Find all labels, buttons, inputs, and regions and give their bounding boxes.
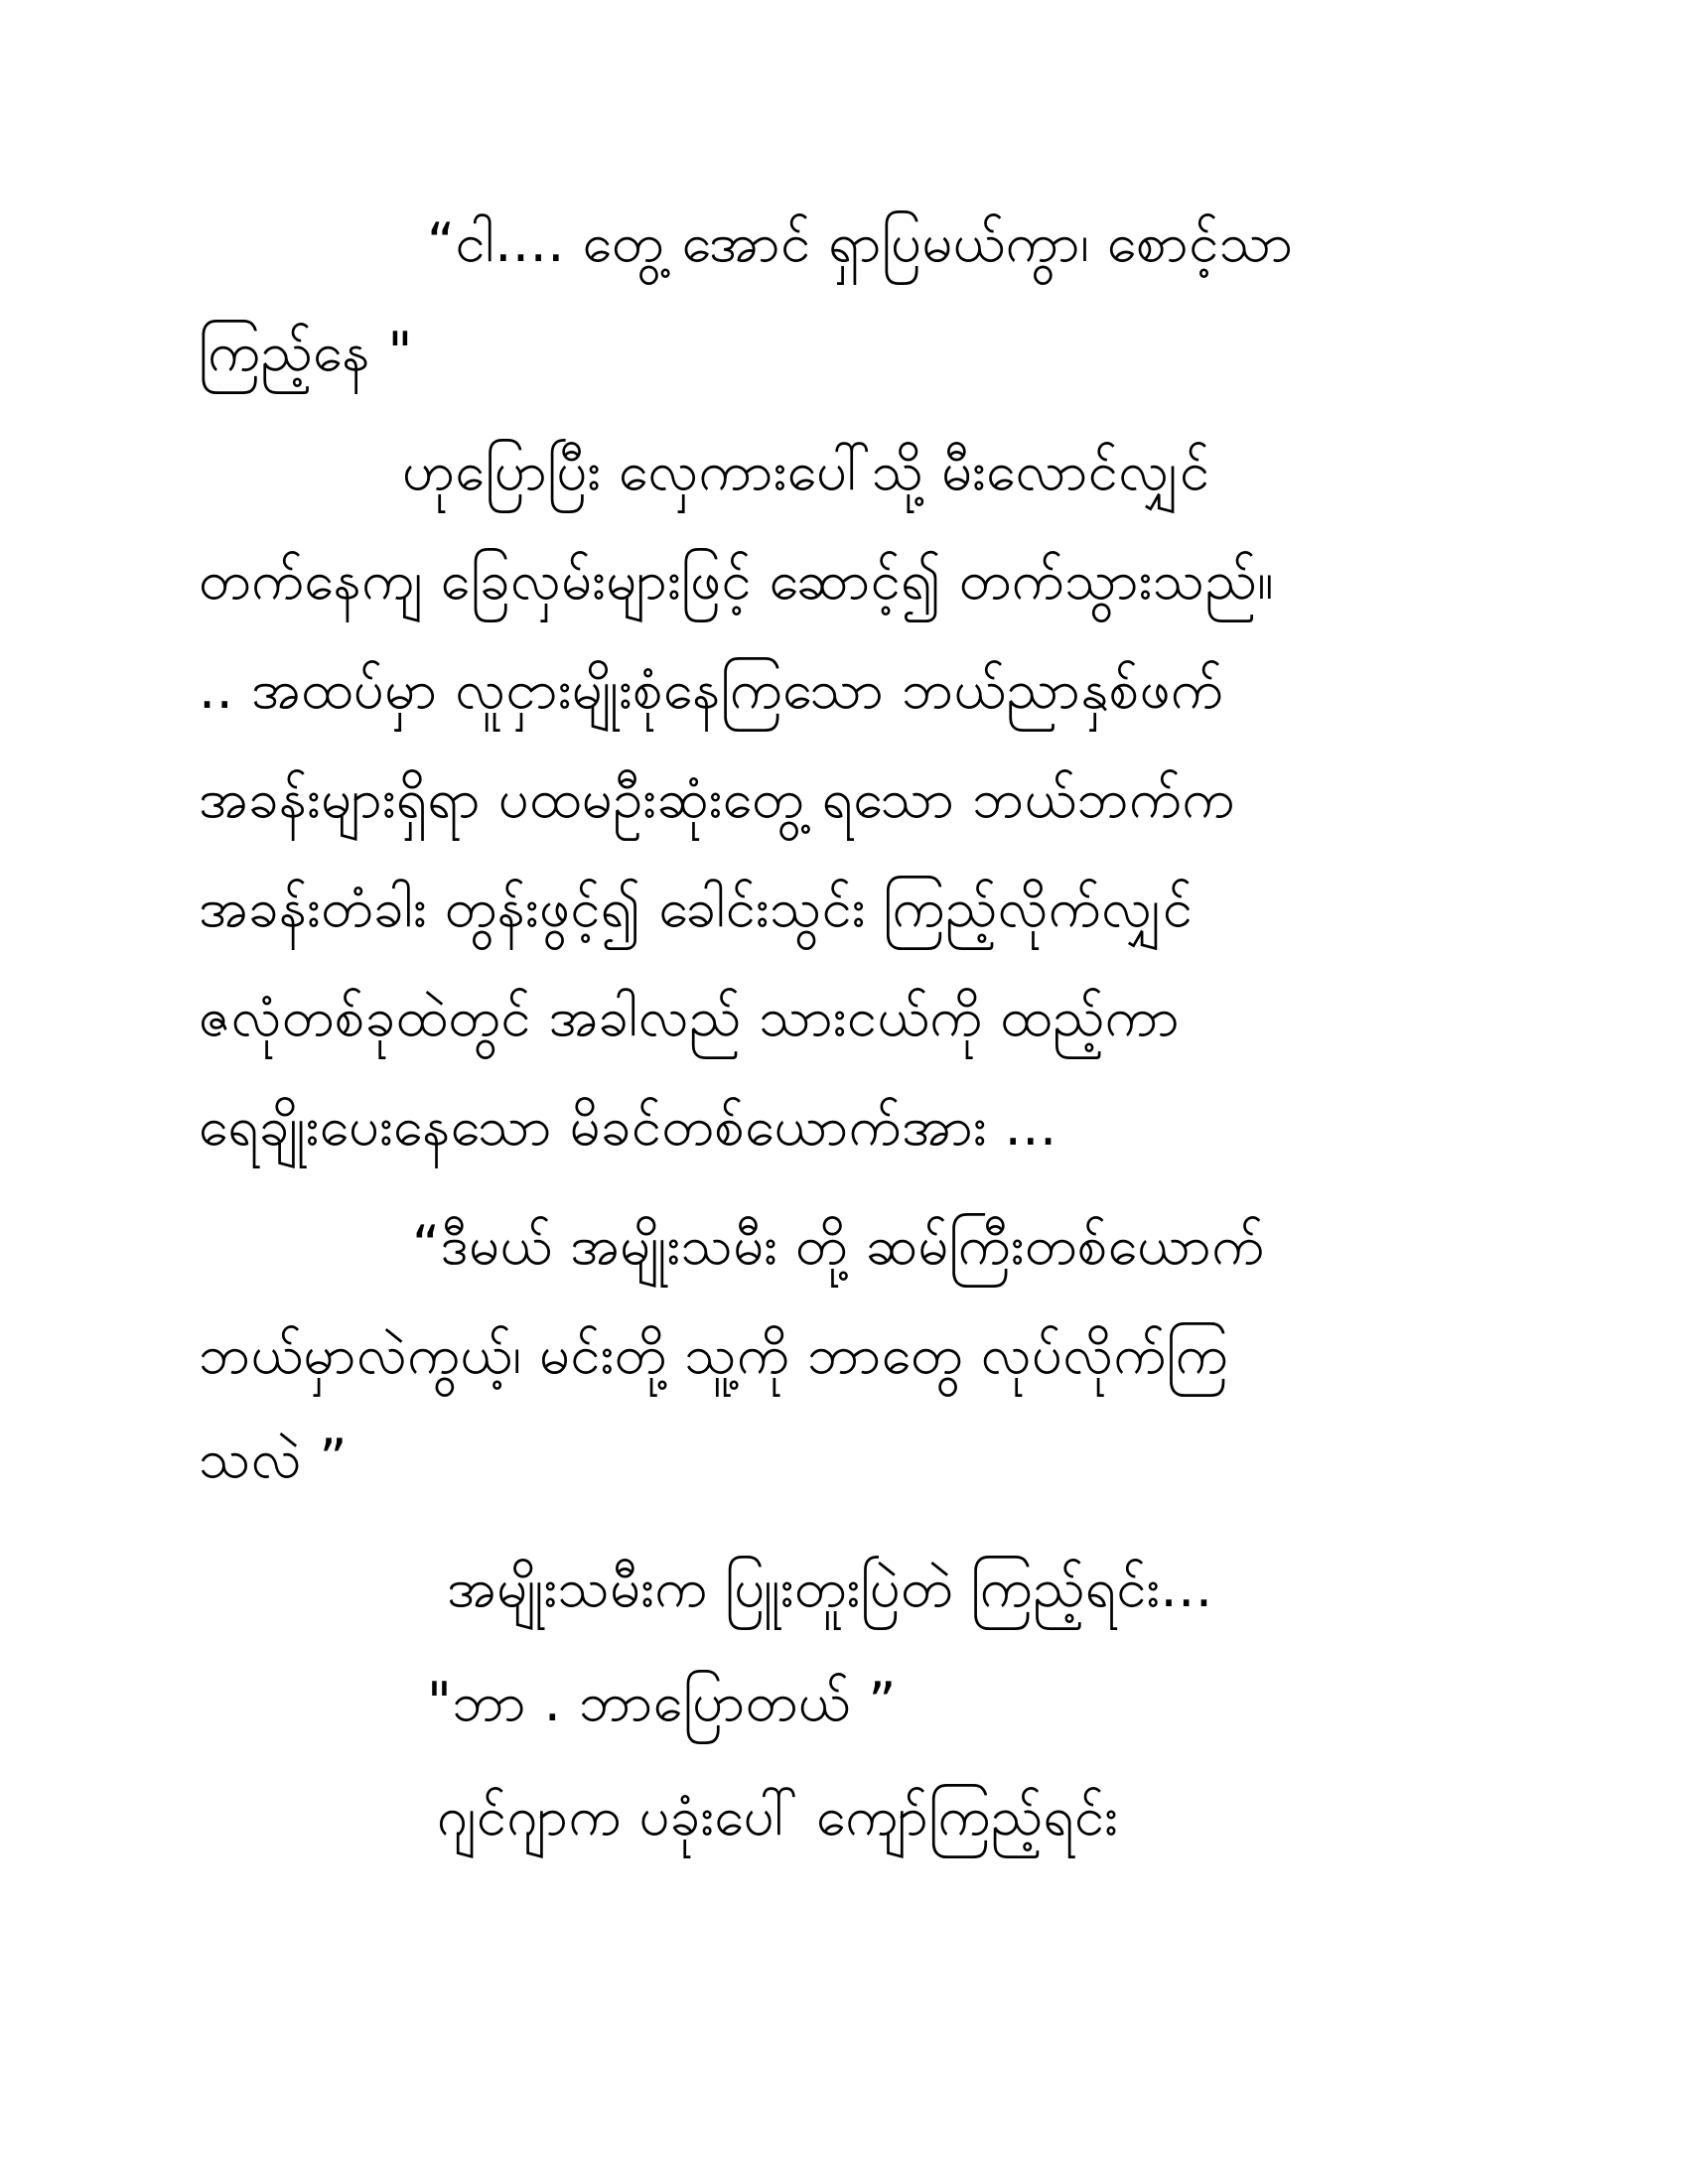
text-line-7: အခန်းတံခါး တွန်းဖွင့်၍ ခေါင်းသွင်း ကြည့်လိုက်လျှင် <box>199 877 1194 939</box>
text-line-4: တက်နေကျ ခြေလှမ်းများဖြင့် ဆောင့်၍ တက်သွားသည်။ <box>199 549 1275 612</box>
text-line-9: ရေချိုးပေးနေသော မိခင်တစ်ယောက်အား ... <box>199 1095 1057 1158</box>
text-line-5: .. အထပ်မှာ လူငှားမျိုးစုံနေကြသော ဘယ်ညာနှစ်ဖက် <box>199 658 1224 721</box>
text-line-1: “ငါ.... တွေ့ အောင် ရှာပြမယ်ကွာ၊ စောင့်သာ <box>427 211 1294 274</box>
text-line-2: ကြည့်နေ " <box>199 321 413 383</box>
text-line-12: သလဲ ” <box>199 1428 348 1490</box>
text-line-3: ဟုပြောပြီး လှေကားပေါ်သို့ မီးလောင်လျှင် <box>402 440 1210 502</box>
text-line-6: အခန်းများရှိရာ ပထမဦးဆုံးတွေ့ ရသော ဘယ်ဘက်က <box>199 767 1235 830</box>
text-line-10: “ဒီမယ် အမျိုးသမီး တို့ ဆမ်ကြီးတစ်ယောက် <box>412 1214 1265 1277</box>
text-line-8: ဇလုံတစ်ခုထဲတွင် အခါလည် သားငယ်ကို ထည့်ကာ <box>199 986 1181 1048</box>
text-line-13: အမျိုးသမီးက ပြူးတူးပြဲတဲ ကြည့်ရင်း... <box>447 1557 1213 1619</box>
text-line-14: "ဘာ . ဘာပြောတယ် ” <box>427 1671 897 1733</box>
text-line-11: ဘယ်မှာလဲကွယ့်၊ မင်းတို့ သူ့ကို ဘာတွေ လုပ်လိုက်ကြ <box>199 1323 1229 1386</box>
text-line-15: ဂျင်ဂျာက ပခုံးပေါ် ကျော်ကြည့်ရင်း <box>437 1785 1119 1847</box>
